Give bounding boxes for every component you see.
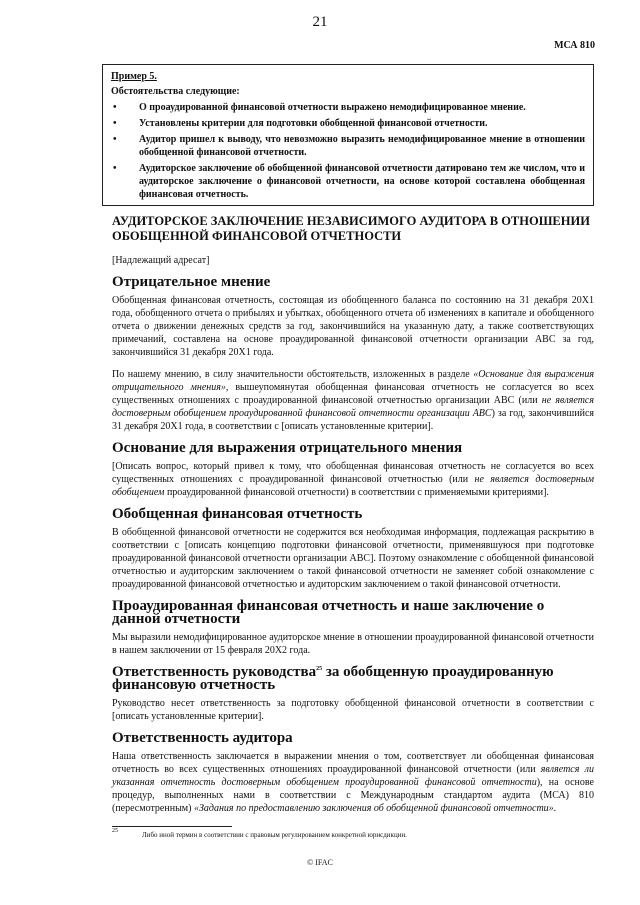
italic-run: не является достоверным обобщением: [112, 474, 594, 498]
text-run: .: [553, 803, 557, 814]
list-item: [111, 117, 585, 130]
paragraph-adverse-opinion-1: Обобщенная финансовая отчетность, состоящая из обобщенного баланса по состоянию на 31 декабря 20X1 года, обобщенного отчета о прибылях и убытках, обобщенного отчета об изменениях в капитале и обобщенного отчета о движении денежных средств за год, закончившийся на указанную дату, а также соответствующих примечаний, составлена на основе проаудированной финансовой отчетности организации ABC за год, закончившийся 31 декабря 20X1 года.: [112, 295, 594, 358]
list-item: [111, 162, 585, 201]
report-body: [112, 214, 594, 824]
text-run: Наша ответственность заключается в выражении мнения о том, соответствует ли обобщенная финансовая отчетность во всех существенных отношениях проаудированной финансовой отчетности (или: [112, 751, 594, 775]
paragraph-management: Руководство несет ответственность за подготовку обобщенной финансовой отчетности в соответствии с [описать установленные критерии].: [112, 698, 594, 722]
footnote-divider: [112, 826, 232, 827]
italic-run: является ли указанная отчетность достоверным обобщением проаудированной финансовой отчетности: [112, 764, 594, 788]
italic-run: «Основание для выражения отрицательного мнения»: [112, 369, 594, 393]
text-run: за обобщенную проаудированную финансовую отчетность: [112, 664, 554, 693]
section-heading-management: [112, 666, 594, 692]
standard-code: МСА 810: [554, 40, 595, 51]
footnote: $^{25}$ Либо иной термин в соответствии с правовым регулированием конкретной юрисдикции.: [112, 828, 407, 839]
example-box: [102, 64, 594, 206]
list-item-text: О проаудированной финансовой отчетности выражено немодифицированное мнение.: [139, 102, 526, 113]
text-run: проаудированной финансовой отчетности) в соответствии с применяемыми критериями].: [164, 487, 549, 498]
bullet-icon: •: [113, 134, 117, 145]
list-item-text: Установлены критерии для подготовки обобщенной финансовой отчетности.: [139, 118, 488, 129]
text-run: Ответственность руководства: [112, 664, 317, 680]
text-run: По нашему мнению, в силу значительности обстоятельств, изложенных в разделе: [112, 369, 474, 380]
example-intro: Обстоятельства следующие:: [111, 86, 240, 97]
footer-copyright: © IFAC: [307, 858, 333, 867]
list-item-text: Аудиторское заключение об обобщенной финансовой отчетности датировано тем же числом, что и аудиторское заключение о финансовой отчетности, на основе которой составлена обобщенная финансовая отчетность.: [139, 163, 585, 200]
list-item-text: Аудитор пришел к выводу, что невозможно выразить немодифицированное мнение в отношении обобщенной финансовой отчетности.: [139, 134, 585, 158]
italic-run: не является достоверным обобщением проаудированной финансовой отчетности организации ABC: [112, 395, 595, 419]
bullet-icon: •: [113, 163, 117, 174]
paragraph-adverse-opinion-2: [112, 368, 594, 433]
footnote-text: Либо иной термин в соответствии с правовым регулированием конкретной юрисдикции.: [142, 831, 407, 839]
paragraph-audited-fs: Мы выразили немодифицированное аудиторское мнение в отношении проаудированной финансовой отчетности в нашем заключении от 15 февраля 20X2 года.: [112, 632, 594, 656]
page-number: 21: [312, 14, 328, 30]
report-title: АУДИТОРСКОЕ ЗАКЛЮЧЕНИЕ НЕЗАВИСИМОГО АУДИТОРА В ОТНОШЕНИИ ОБОБЩЕННОЙ ФИНАНСОВОЙ ОТЧЕТНОСТИ: [112, 214, 590, 243]
paragraph-auditor: [112, 750, 594, 815]
text-run: ), на основе процедур, выполненных нами в соответствии с Международным стандартом аудита (МСА) 810 (пересмотренным): [112, 777, 594, 814]
bullet-icon: •: [113, 118, 117, 129]
paragraph-basis: [112, 460, 594, 499]
bullet-icon: •: [113, 102, 117, 113]
footnote-ref: 25: [316, 666, 323, 672]
text-run: , вышеупомянутая обобщенная финансовая отчетность не согласуется во всех существенных отношениях с проаудированной финансовой отчетностью организации ABC (или: [112, 382, 594, 406]
section-heading-auditor: Ответственность аудитора: [112, 730, 293, 746]
addressee: [Надлежащий адресат]: [112, 255, 210, 266]
example-title: Пример 5.: [111, 71, 157, 82]
section-heading-audited-fs: Проаудированная финансовая отчетность и наше заключение о данной отчетности: [112, 598, 545, 627]
circumstances-list: [111, 101, 585, 201]
section-heading-summary-fs: Обобщенная финансовая отчетность: [112, 506, 363, 522]
text-run: ) за год, закончившийся 31 декабря 20X1 года, в соответствии с [описать установленные критерии].: [112, 408, 594, 432]
text-run: [Описать вопрос, который привел к тому, что обобщенная финансовая отчетность не согласуется во всех существенных отношениях с проаудированной финансовой отчетностью (или: [112, 461, 594, 485]
paragraph-summary-fs: В обобщенной финансовой отчетности не содержится вся необходимая информация, подлежащая раскрытию в соответствии с [описать концепцию подготовки финансовой отчетности, применявшуюся при подготовке проаудированной финансовой отчетности организации ABC]. Поэтому ознакомление с обобщенной финансовой отчетностью и аудиторским заключением о такой финансовой отчетности не заменяет собой ознакомление с проаудированной финансовой отчетностью и аудиторским заключением о такой финансовой отчетности.: [112, 527, 594, 590]
section-heading-basis: Основание для выражения отрицательного мнения: [112, 440, 463, 456]
italic-run: «Задания по предоставлению заключения об обобщенной финансовой отчетности»: [193, 803, 554, 814]
list-item: [111, 133, 585, 159]
list-item: [111, 101, 585, 114]
section-heading-adverse-opinion: Отрицательное мнение: [112, 274, 271, 290]
